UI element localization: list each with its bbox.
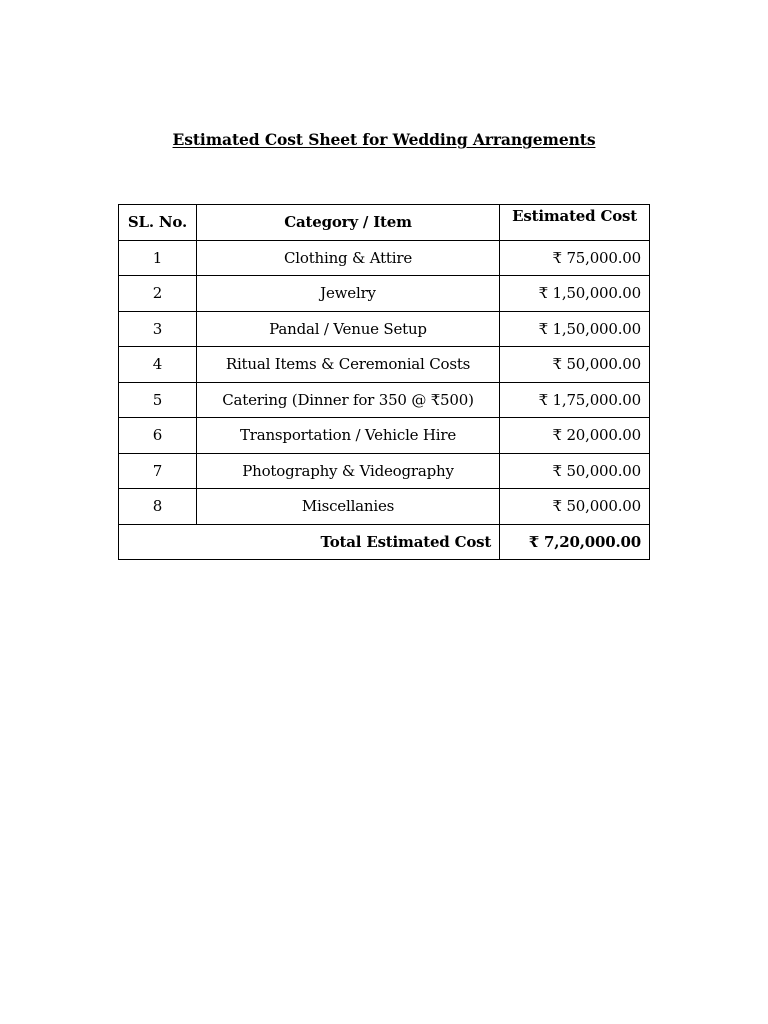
table-header-row [119,205,650,241]
row-cost: ₹ 50,000.00 [500,453,650,489]
header-category-item: Category / Item [196,205,499,241]
table-row [119,311,650,347]
row-cost: ₹ 20,000.00 [500,418,650,454]
table-row [119,240,650,276]
total-value: ₹ 7,20,000.00 [500,524,650,560]
row-sl-no: 4 [119,347,197,383]
header-sl-no: SL. No. [119,205,197,241]
row-item: Clothing & Attire [196,240,499,276]
row-cost: ₹ 50,000.00 [500,489,650,525]
row-sl-no: 6 [119,418,197,454]
table-row [119,453,650,489]
row-item: Photography & Videography [196,453,499,489]
row-cost: ₹ 75,000.00 [500,240,650,276]
row-item: Transportation / Vehicle Hire [196,418,499,454]
table-row [119,347,650,383]
cost-table [118,204,650,560]
row-sl-no: 7 [119,453,197,489]
row-sl-no: 1 [119,240,197,276]
row-item: Jewelry [196,276,499,312]
row-sl-no: 5 [119,382,197,418]
row-item: Ritual Items & Ceremonial Costs [196,347,499,383]
row-cost: ₹ 1,75,000.00 [500,382,650,418]
document-title: Estimated Cost Sheet for Wedding Arrangements [172,130,596,149]
row-item: Miscellanies [196,489,499,525]
row-item: Catering (Dinner for 350 @ ₹500) [196,382,499,418]
table-row [119,276,650,312]
total-label: Total Estimated Cost [119,524,500,560]
total-row [119,524,650,560]
row-item: Pandal / Venue Setup [196,311,499,347]
row-sl-no: 2 [119,276,197,312]
table-row [119,418,650,454]
header-estimated-cost: Estimated Cost [500,205,650,241]
table-row [119,382,650,418]
row-sl-no: 8 [119,489,197,525]
row-cost: ₹ 1,50,000.00 [500,311,650,347]
row-sl-no: 3 [119,311,197,347]
table-row [119,489,650,525]
row-cost: ₹ 50,000.00 [500,347,650,383]
row-cost: ₹ 1,50,000.00 [500,276,650,312]
